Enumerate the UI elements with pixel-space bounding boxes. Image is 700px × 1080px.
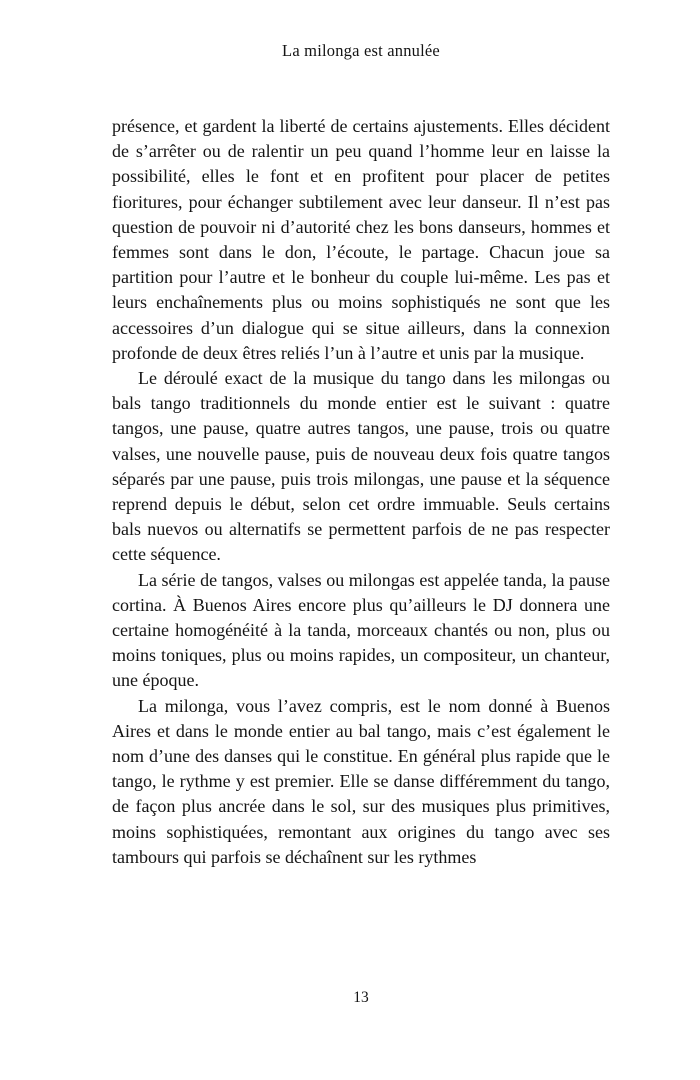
page-number: 13	[353, 989, 369, 1006]
paragraph: présence, et gardent la liberté de certains ajustements. Elles décident de s’arrêter ou de ralentir un peu quand l’homme leur en laisse la possibilité, elles le font et en profitent pour placer de petites fioritures, pour échanger subtilement avec leur danseur. Il n’est pas question de pouvoir ni d’autorité chez les bons danseurs, hommes et femmes sont dans le don, l’écoute, le partage. Chacun joue sa partition pour l’autre et le bonheur du couple lui-même. Les pas et leurs enchaînements plus ou moins sophistiqués ne sont que les accessoires d’un dialogue qui se situe ailleurs, dans la connexion profonde de deux êtres reliés l’un à l’autre et unis par la musique.	[112, 116, 610, 363]
paragraph: Le déroulé exact de la musique du tango dans les milongas ou bals tango traditionnels du monde entier est le suivant : quatre tangos, une pause, quatre autres tangos, une pause, trois ou quatre valses, une nouvelle pause, puis de nouveau deux fois quatre tangos séparés par une pause, puis trois milongas, une pause et la séquence reprend depuis le début, selon cet ordre immuable. Seuls certains bals nuevos ou alternatifs se permettent parfois de ne pas respecter cette séquence.	[112, 368, 610, 565]
paragraph: La série de tangos, valses ou milongas est appelée tanda, la pause cortina. À Buenos Aires encore plus qu’ailleurs le DJ donnera une certaine homogénéité à la tanda, morceaux chantés ou non, plus ou moins toniques, plus ou moins rapides, un compositeur, un chanteur, une époque.	[112, 569, 610, 691]
paragraph: La milonga, vous l’avez compris, est le nom donné à Buenos Aires et dans le monde entier au bal tango, mais c’est également le nom d’une des danses qui le constitue. En général plus rapide que le tango, le rythme y est premier. Elle se danse différemment du tango, de façon plus ancrée dans le sol, sur des musiques plus primitives, moins sophistiquées, remontant aux origines du tango avec ses tambours qui parfois se déchaînent sur les rythmes	[112, 695, 610, 867]
running-header: La milonga est annulée	[282, 41, 440, 60]
text-block	[112, 114, 610, 870]
